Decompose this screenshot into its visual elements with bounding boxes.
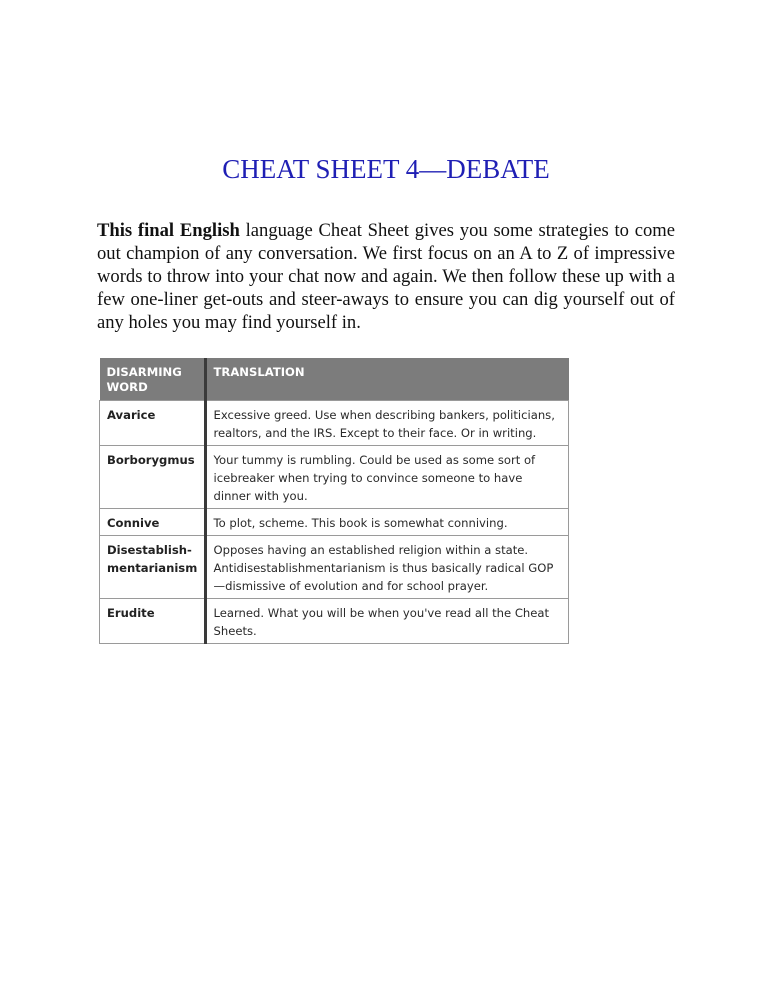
intro-body: language Cheat Sheet gives you some strategies to come out champion of any conversation. We first focus on an A to Z of impressive words to throw into your chat now and again. We then follow these up with a few one-liner get-outs and steer-aways to ensure you can dig yourself out of any holes you may find yourself in. xyxy=(97,220,675,333)
row-translation: Learned. What you will be when you've read all the Cheat Sheets. xyxy=(205,599,569,644)
table-row xyxy=(100,446,569,509)
row-translation: Your tummy is rumbling. Could be used as some sort of icebreaker when trying to convince someone to have dinner with you. xyxy=(205,446,569,509)
intro-paragraph xyxy=(97,219,675,334)
table-row xyxy=(100,401,569,446)
intro-lead: This final English xyxy=(97,220,240,241)
table-row xyxy=(100,536,569,599)
row-word: Borborygmus xyxy=(100,446,206,509)
row-word: Avarice xyxy=(100,401,206,446)
page-title: CHEAT SHEET 4—DEBATE xyxy=(222,154,550,184)
row-translation: To plot, scheme. This book is somewhat conniving. xyxy=(205,509,569,536)
cheat-sheet-table xyxy=(99,358,569,644)
row-word: Erudite xyxy=(100,599,206,644)
cheat-sheet-table-wrapper xyxy=(99,358,569,644)
row-translation: Opposes having an established religion within a state. Antidisestablishmentarianism is thus basically radical GOP—dismissive of evolution and for school prayer. xyxy=(205,536,569,599)
row-word: Connive xyxy=(100,509,206,536)
table-row xyxy=(100,599,569,644)
header-disarming-word: DISARMING WORD xyxy=(100,358,206,401)
header-translation: TRANSLATION xyxy=(205,358,569,401)
table-header-row xyxy=(100,358,569,401)
row-word: Disestablish-mentarianism xyxy=(100,536,206,599)
row-translation: Excessive greed. Use when describing bankers, politicians, realtors, and the IRS. Except to their face. Or in writing. xyxy=(205,401,569,446)
table-row xyxy=(100,509,569,536)
